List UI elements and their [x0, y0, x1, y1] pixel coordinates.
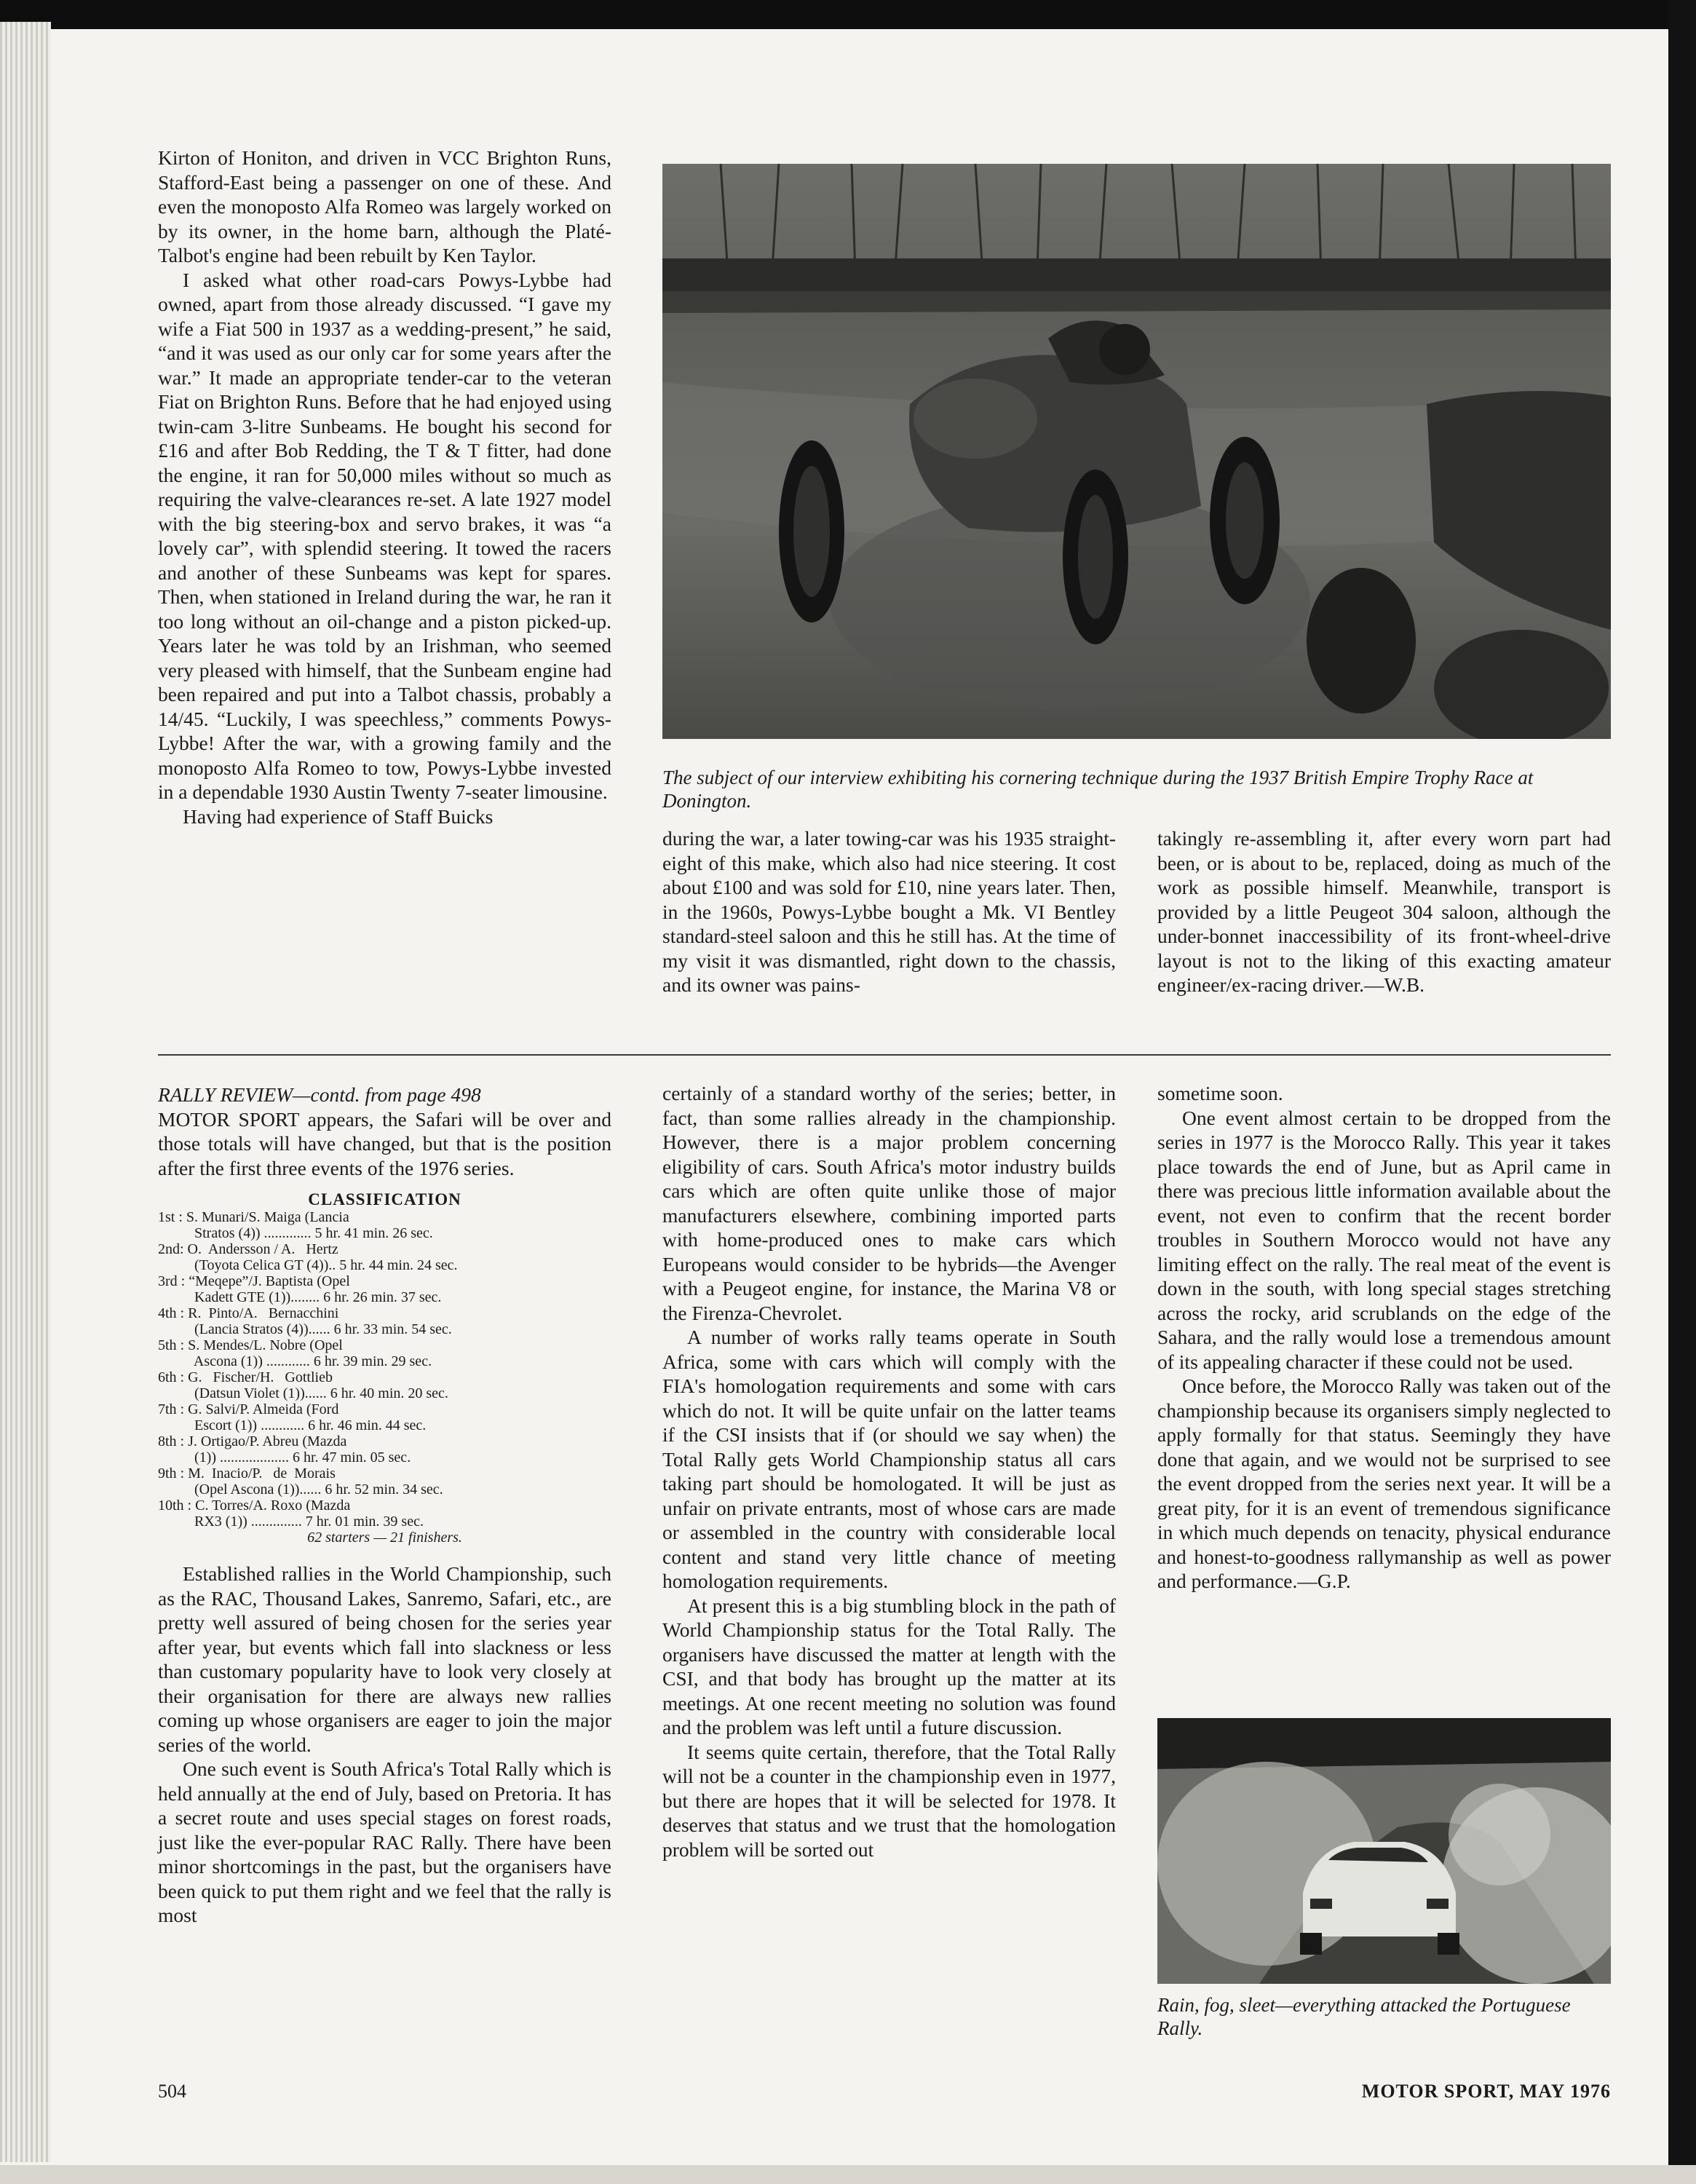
rally-car-photo-image	[1157, 1718, 1611, 1984]
photo-caption-donington: The subject of our interview exhibiting his cornering technique during the 1937 British Empire Trophy Race at Donington.	[662, 767, 1534, 812]
interview-column-1-paragraph: I asked what other road-cars Powys-Lybbe had owned, apart from those already discussed. “I gave my wife a Fiat 500 in 1937 as a wedding-present,” he said, “and it was used as our only car for some years after the war.” It made an appropriate tender-car to the veteran Fiat on Brighton Runs. Before that he had enjoyed using twin-cam 3-litre Sunbeams. He bought his second for £16 and after Bob Redding, the T & T fitter, had done the engine, it ran for 50,000 miles without so much as requiring the valve-clearances re-set. A late 1927 model with the big steering-box and servo brakes, it was “a lovely car”, with splendid steering. It towed the racers and another of these Sunbeams was kept for spares. Then, when stationed in Ireland during the war, he ran it too long without an oil-change and a piston picked-up. Years later he was told by an Irishman, who seemed very pleased with himself, that the Sunbeam engine had been repaired and put into a Talbot chassis, probably a 14/45. “Luckily, I was speechless,” comments Powys-Lybbe! After the war, with a growing family and the monoposto Alfa Romeo to tow, Powys-Lybbe invested in a dependable 1930 Austin Twenty 7-seater limousine.	[158, 268, 611, 803]
interview-column-2	[662, 826, 1116, 997]
classification-line: Ascona (1)) ............ 6 hr. 39 min. 29 sec.	[158, 1353, 432, 1369]
classification-line: (Datsun Violet (1))...... 6 hr. 40 min. 20 sec.	[158, 1385, 448, 1401]
page-number: 504	[158, 2081, 186, 2102]
scan-bottom-edge	[0, 2165, 1696, 2184]
classification-line: Escort (1)) ............ 6 hr. 46 min. 44 sec.	[158, 1417, 427, 1433]
interview-column-1-paragraph: Having had experience of Staff Buicks	[183, 804, 494, 828]
classification-line: Stratos (4)) ............. 5 hr. 41 min. 26 sec.	[158, 1225, 433, 1241]
classification-line: 5th : S. Mendes/L. Nobre (Opel	[158, 1337, 343, 1353]
racing-car-photo-image	[662, 164, 1611, 739]
classification-line: 3rd : “Meqepe”/J. Baptista (Opel	[158, 1273, 350, 1289]
classification-title: CLASSIFICATION	[308, 1190, 461, 1208]
rally-review-column-2-paragraph: It seems quite certain, therefore, that the Total Rally will not be a counter in the championship even in 1977, but there are hopes that it will be selected for 1978. It deserves that status and we trust that the homologation problem will be sorted out	[662, 1740, 1116, 1861]
photo-caption-portuguese-rally: Rain, fog, sleet—everything attacked the Portuguese Rally.	[1157, 1994, 1571, 2039]
classification-line: (Opel Ascona (1))...... 6 hr. 52 min. 34 sec.	[158, 1481, 443, 1497]
classification-line: 7th : G. Salvi/P. Almeida (Ford	[158, 1401, 339, 1417]
rally-review-column-3-paragraph: sometime soon.	[1157, 1082, 1283, 1104]
interview-column-1-paragraph: Kirton of Honiton, and driven in VCC Brighton Runs, Stafford-East being a passenger on one of these. And even the monoposto Alfa Romeo was largely worked on by its owner, in the home barn, although the Platé-Talbot's engine had been rebuilt by Ken Taylor.	[158, 146, 611, 266]
scan-book-spine	[0, 22, 51, 2162]
classification-line: 9th : M. Inacio/P. de Morais	[158, 1465, 336, 1481]
classification-table	[158, 1209, 611, 1530]
scan-top-edge	[0, 0, 1696, 29]
rally-review-column-3-paragraph: Once before, the Morocco Rally was taken out of the championship because its organisers simply neglected to apply formally for that status. Seemingly they have done that again, and we would not be surprised to see the event dropped from the series next year. It will be a great pity, for it is an event of tremendous significance in which much depends on tenacity, physical endurance and honest-to-goodness rallymanship as well as power and performance.—G.P.	[1157, 1374, 1611, 1592]
classification-line: (Toyota Celica GT (4)).. 5 hr. 44 min. 24 sec.	[158, 1257, 458, 1273]
rally-review-column-2-paragraph: At present this is a big stumbling block in the path of World Championship status for the Total Rally. The organisers have discussed the matter at length with the CSI, and that body has brought up the matter at its meetings. At one recent meeting no solution was found and the problem was left until a future discussion.	[662, 1594, 1116, 1738]
rally-review-intro: MOTOR SPORT appears, the Safari will be over and those totals will have changed, but that is the position after the first three events of the 1976 series.	[158, 1107, 611, 1179]
classification-line: RX3 (1)) .............. 7 hr. 01 min. 39 sec.	[158, 1514, 424, 1530]
rally-review-column-1-text	[158, 1562, 611, 1928]
classification-line: (Lancia Stratos (4))...... 6 hr. 33 min. 54 sec.	[158, 1321, 452, 1337]
rally-review-column-3	[1157, 1053, 1611, 1594]
classification-line: 2nd: O. Andersson / A. Hertz	[158, 1241, 338, 1257]
rally-review-column-1-paragraph: One such event is South Africa's Total Rally which is held annually at the end of July, based on Pretoria. It has a secret route and uses special stages on forest roads, just like the ever-popular RAC Rally. There have been minor shortcomings in the past, but the organisers have been quick to put them right and we feel that the rally is most	[158, 1757, 611, 1926]
rally-review-column-2-paragraph: A number of works rally teams operate in South Africa, some with cars which will comply with the FIA's homologation requirements and some with cars which do not. It will be quite unfair on the latter teams if the CSI insists that if (or should we say when) the Total Rally gets World Championship status all cars taking part should be homologated. It will be just as unfair on private entrants, most of whose cars are made or assembled in the country with considerable local content and stand very little chance of meeting homologation requirements.	[662, 1326, 1116, 1592]
scan-right-edge	[1668, 0, 1696, 2184]
classification-line: 1st : S. Munari/S. Maiga (Lancia	[158, 1209, 349, 1225]
photo-portuguese-rally	[1157, 1718, 1611, 1984]
interview-column-3-text: takingly re-assembling it, after every worn part had been, or is about to be, replaced, doing as much of the work as possible himself. Meanwhile, transport is provided by a little Peugeot 304 saloon, although the under-bonnet inaccessibility of its front-wheel-drive layout is not to the liking of this exacting amateur engineer/ex-racing driver.—W.B.	[1157, 827, 1611, 996]
classification-line: 6th : G. Fischer/H. Gottlieb	[158, 1369, 333, 1385]
rally-review-column-2	[662, 1053, 1116, 1861]
classification-footer: 62 starters — 21 finishers.	[307, 1530, 462, 1546]
classification-line: 10th : C. Torres/A. Roxo (Mazda	[158, 1497, 351, 1514]
rally-review-column-1	[158, 1083, 611, 1928]
interview-column-3	[1157, 826, 1611, 997]
publication-footer: MOTOR SPORT, MAY 1976	[1361, 2081, 1611, 2102]
rally-review-column-3-paragraph: One event almost certain to be dropped from the series in 1977 is the Morocco Rally. This year it takes place towards the end of June, but as April came in there was precious little information available about the event, not even to confirm that the recent border troubles in Southern Morocco would not have any limiting effect on the rally. The real meat of the event is down in the south, with long special stages stretching across the rocky, arid scrublands on the edge of the Sahara, and the rally would lose a tremendous amount of its appealing character if these could not be used.	[1157, 1106, 1611, 1373]
rally-review-column-2-paragraph: certainly of a standard worthy of the series; better, in fact, than some rallies already in the championship. However, there is a major problem concerning eligibility of cars. South Africa's motor industry builds cars which are often quite unlike those of major manufacturers elsewhere, combining imported parts with home-produced ones to make cars which Europeans would consider to be hybrids—the Avenger with a Peugeot engine, for instance, the Marina V8 or the Firenza-Chevrolet.	[662, 1082, 1116, 1324]
rally-review-column-1-paragraph: Established rallies in the World Championship, such as the RAC, Thousand Lakes, Sanremo, Safari, etc., are pretty well assured of being chosen for the series year after year, but events which fall into slackness or less than customary popularity have to look very closely at their organisation for there are always new rallies coming up whose organisers are eager to join the major series of the world.	[158, 1562, 611, 1756]
classification-line: 4th : R. Pinto/A. Bernacchini	[158, 1305, 339, 1321]
classification-line: Kadett GTE (1))........ 6 hr. 26 min. 37 sec.	[158, 1289, 442, 1305]
classification-line: 8th : J. Ortigao/P. Abreu (Mazda	[158, 1433, 347, 1449]
photo-racing-car-donington	[662, 164, 1611, 739]
rally-review-heading: RALLY REVIEW—contd. from page 498	[158, 1083, 481, 1106]
classification-line: (1)) ................... 6 hr. 47 min. 05 sec.	[158, 1449, 411, 1465]
interview-column-2-text: during the war, a later towing-car was his 1935 straight-eight of this make, which also had nice steering. It cost about £100 and was sold for £10, nine years later. Then, in the 1960s, Powys-Lybbe bought a Mk. VI Bentley standard-steel saloon and this he still has. At the time of my visit it was dismantled, right down to the chassis, and its owner was pains-	[662, 827, 1116, 996]
interview-column-1	[158, 146, 611, 828]
